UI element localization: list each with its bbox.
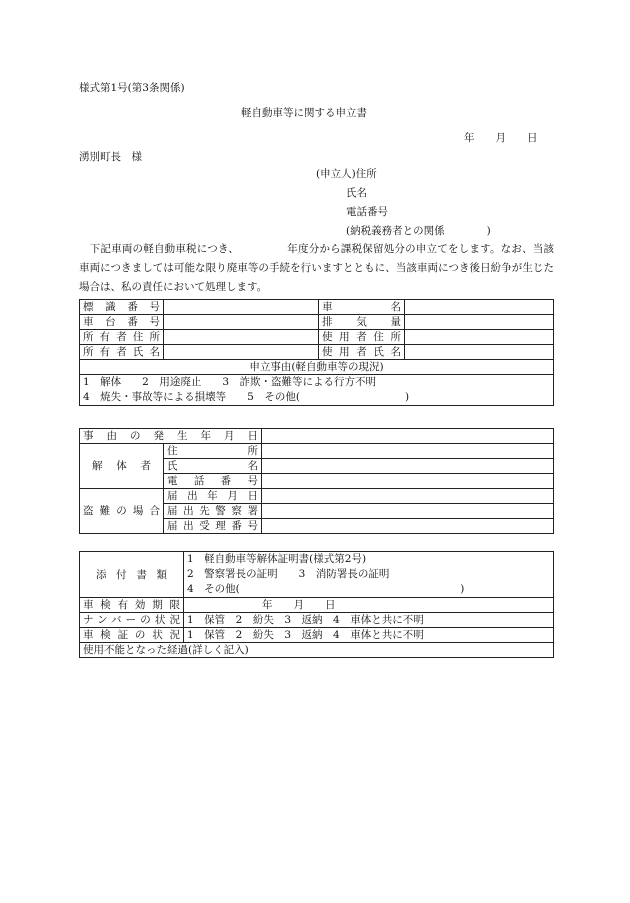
dismantler-label: 解体者: [80, 444, 164, 489]
usage-history-field[interactable]: [80, 643, 554, 658]
displacement-field[interactable]: [405, 315, 554, 330]
applicant-address-label: (申立人)住所: [316, 168, 377, 180]
date-line: 年 月 日: [464, 132, 538, 144]
declaration-text: 下記車両の軽自動車税につき、 年度分から課税保留処分の申立てをします。なお、当該車両につきましては可能な限り廃車等の手続を行いますとともに、当該車両につき後日紛争が生じた場合は、私の責任において処理します。: [79, 243, 554, 293]
event-date-label: 事由の発生年月日: [80, 429, 262, 444]
dismantler-phone-field[interactable]: [262, 474, 554, 489]
displacement-label: 排気量: [319, 315, 405, 330]
attachments-table: [79, 551, 554, 658]
form-number: 様式第1号(第3条関係): [79, 82, 185, 94]
dismantler-address-label: 住所: [164, 444, 262, 459]
attachments-options[interactable]: [184, 552, 554, 598]
plate-status-label: ナンバーの状況: [80, 613, 184, 628]
reason-options-line-1: 1 解体 2 用途廃止 3 詐欺・盗難等による行方不明: [83, 376, 377, 388]
application-table: [79, 299, 554, 406]
dismantler-name-label: 氏名: [164, 459, 262, 474]
theft-police-field[interactable]: [262, 504, 554, 519]
reason-options-line-2: 4 焼失・事故等による損壊等 5 その他( ): [83, 391, 410, 403]
plate-number-label: 標識番号: [80, 300, 164, 315]
applicant-name-label: 氏名: [346, 187, 367, 199]
dismantler-address-field[interactable]: [262, 444, 554, 459]
attachments-line-3: 4 その他( ): [187, 583, 465, 595]
certificate-status-label: 車検証の状況: [80, 628, 184, 643]
inspection-expiry-label: 車検有効期限: [80, 598, 184, 613]
theft-report-date-label: 届出年月日: [164, 489, 262, 504]
vehicle-model-label: 車名: [319, 300, 405, 315]
owner-name-label: 所有者氏名: [80, 345, 164, 360]
plate-status-options[interactable]: 1 保管 2 紛失 3 返納 4 車体と共に不明: [184, 613, 554, 628]
attachments-line-1: 1 軽自動車等解体証明書(様式第2号): [187, 553, 367, 565]
addressee: 湧別町長 様: [79, 151, 142, 163]
dismantler-phone-label: 電話番号: [164, 474, 262, 489]
inspection-expiry-field[interactable]: 年 月 日: [184, 598, 554, 613]
user-address-field[interactable]: [405, 330, 554, 345]
reason-options[interactable]: [80, 375, 554, 406]
usage-history-label: 使用不能となった経過(詳しく記入): [83, 644, 249, 656]
owner-address-field[interactable]: [164, 330, 319, 345]
chassis-number-field[interactable]: [164, 315, 319, 330]
details-table: [79, 428, 554, 534]
attachments-label: 添付書類: [80, 552, 184, 598]
document-title: 軽自動車等に関する申立書: [241, 107, 367, 119]
theft-label: 盗難の場合: [80, 489, 164, 534]
user-address-label: 使用者住所: [319, 330, 405, 345]
theft-receipt-label: 届出受理番号: [164, 519, 262, 534]
user-name-label: 使用者氏名: [319, 345, 405, 360]
certificate-status-options[interactable]: 1 保管 2 紛失 3 返納 4 車体と共に不明: [184, 628, 554, 643]
event-date-field[interactable]: [262, 429, 554, 444]
attachments-line-2: 2 警察署長の証明 3 消防署長の証明: [187, 568, 390, 580]
chassis-number-label: 車台番号: [80, 315, 164, 330]
vehicle-model-field[interactable]: [405, 300, 554, 315]
theft-report-date-field[interactable]: [262, 489, 554, 504]
applicant-relation-label: (納税義務者との関係 ): [346, 225, 491, 237]
theft-receipt-field[interactable]: [262, 519, 554, 534]
applicant-phone-label: 電話番号: [346, 206, 388, 218]
owner-address-label: 所有者住所: [80, 330, 164, 345]
reason-heading: 申立事由(軽自動車等の現況): [80, 360, 554, 375]
plate-number-field[interactable]: [164, 300, 319, 315]
owner-name-field[interactable]: [164, 345, 319, 360]
theft-police-label: 届出先警察署: [164, 504, 262, 519]
user-name-field[interactable]: [405, 345, 554, 360]
dismantler-name-field[interactable]: [262, 459, 554, 474]
